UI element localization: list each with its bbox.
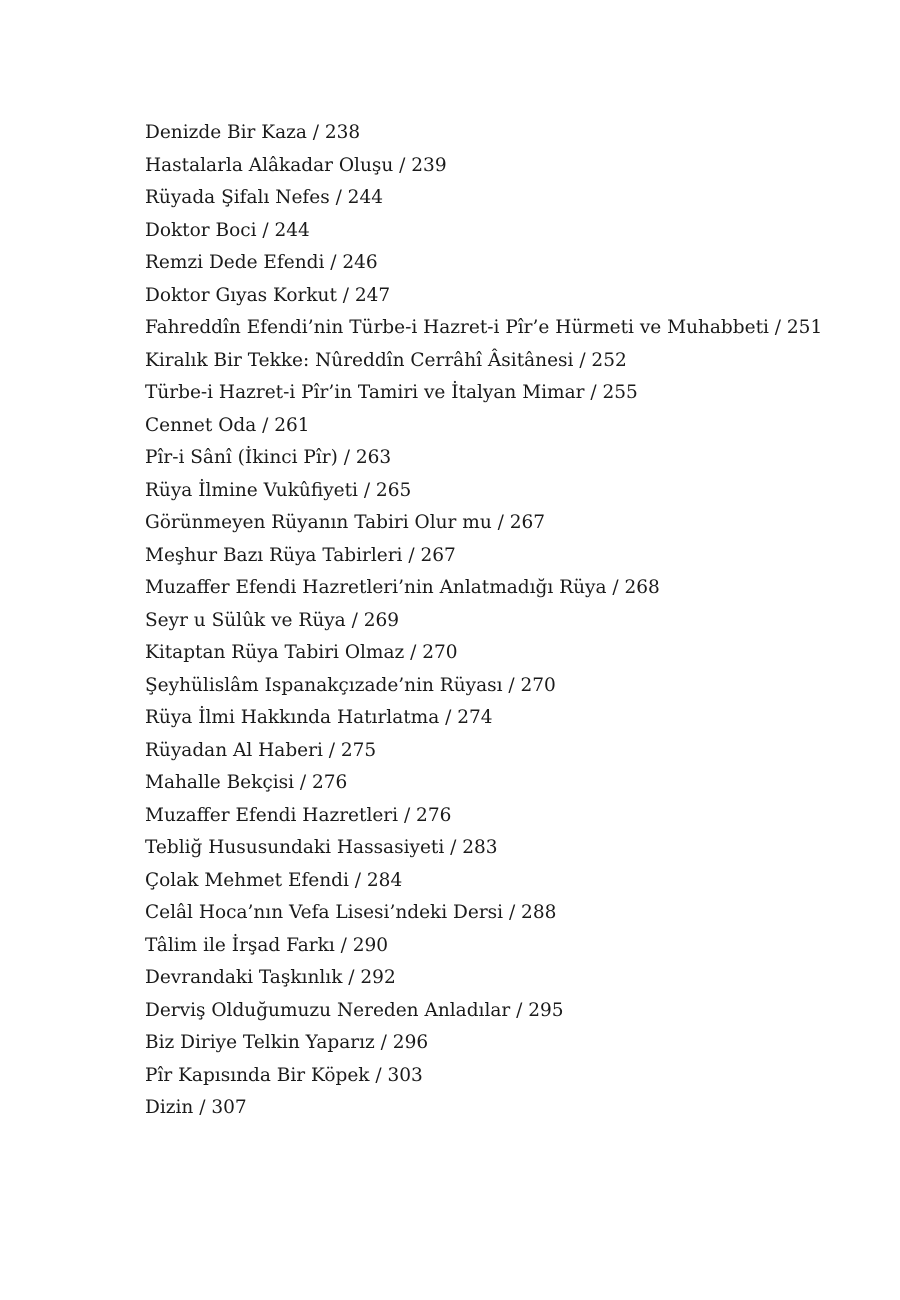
toc-entry: Denizde Bir Kaza / 238 xyxy=(145,122,361,143)
toc-entry: Kitaptan Rüya Tabiri Olmaz / 270 xyxy=(145,642,458,663)
toc-entry: Derviş Olduğumuzu Nereden Anladılar / 295 xyxy=(145,999,564,1021)
toc-entry: Devrandaki Taşkınlık / 292 xyxy=(145,967,396,988)
toc-entry: Rüyadan Al Haberi / 275 xyxy=(145,739,377,761)
toc-entry: Remzi Dede Efendi / 246 xyxy=(145,252,378,273)
toc-entry: Hastalarla Alâkadar Oluşu / 239 xyxy=(145,154,447,176)
toc-entry: Rüya İlmine Vukûfiyeti / 265 xyxy=(145,479,412,501)
toc-entry: Mahalle Bekçisi / 276 xyxy=(145,772,348,793)
toc-entry: Biz Diriye Telkin Yaparız / 296 xyxy=(145,1032,429,1053)
toc-entry: Seyr u Sülûk ve Rüya / 269 xyxy=(145,609,400,631)
toc-entry: Tebliğ Hususundaki Hassasiyeti / 283 xyxy=(145,837,498,858)
toc-entry: Rüya İlmi Hakkında Hatırlatma / 274 xyxy=(145,707,493,728)
toc-entry: Doktor Gıyas Korkut / 247 xyxy=(145,284,391,306)
toc-entry: Tâlim ile İrşad Farkı / 290 xyxy=(145,934,389,956)
toc-entry: Görünmeyen Rüyanın Tabiri Olur mu / 267 xyxy=(145,512,546,533)
toc-entry: Doktor Boci / 244 xyxy=(145,219,310,241)
toc-entry: Kiralık Bir Tekke: Nûreddîn Cerrâhî Âsitânesi / 252 xyxy=(145,349,627,371)
toc-entry: Fahreddîn Efendi’nin Türbe-i Hazret-i Pîr’e Hürmeti ve Muhabbeti / 251 xyxy=(145,317,823,338)
toc-entry: Meşhur Bazı Rüya Tabirleri / 267 xyxy=(145,544,456,566)
toc-entry: Şeyhülislâm Ispanakçızade’nin Rüyası / 270 xyxy=(145,674,556,696)
toc-entry: Pîr Kapısında Bir Köpek / 303 xyxy=(145,1064,423,1086)
table-of-contents xyxy=(145,117,822,1125)
toc-entry: Çolak Mehmet Efendi / 284 xyxy=(145,869,403,891)
toc-entry: Türbe-i Hazret-i Pîr’in Tamiri ve İtalyan Mimar / 255 xyxy=(145,382,638,403)
toc-entry: Celâl Hoca’nın Vefa Lisesi’ndeki Dersi / 288 xyxy=(145,902,557,923)
toc-entry: Pîr-i Sânî (İkinci Pîr) / 263 xyxy=(145,447,392,468)
toc-entry: Muzaffer Efendi Hazretleri / 276 xyxy=(145,804,452,826)
toc-entry: Dizin / 307 xyxy=(145,1097,247,1118)
toc-entry: Rüyada Şifalı Nefes / 244 xyxy=(145,187,383,208)
toc-entry: Muzaffer Efendi Hazretleri’nin Anlatmadığı Rüya / 268 xyxy=(145,577,660,598)
toc-entry: Cennet Oda / 261 xyxy=(145,414,310,436)
